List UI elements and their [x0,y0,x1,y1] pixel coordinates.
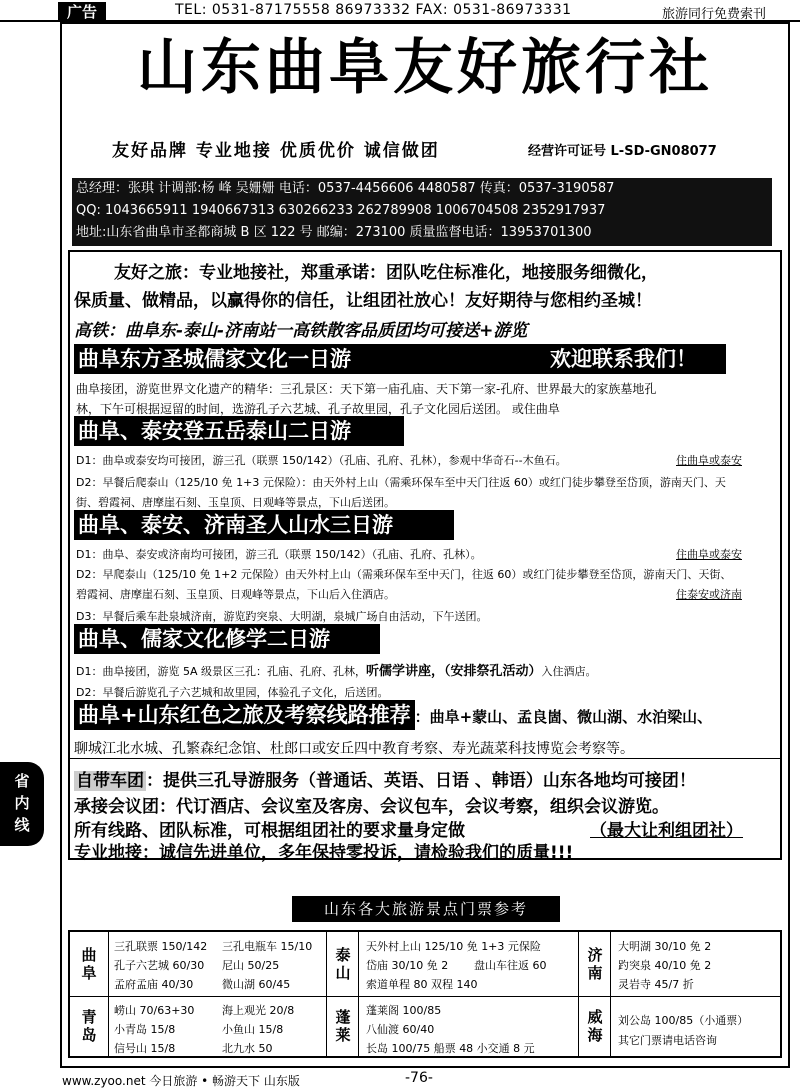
tour1-title: 曲阜东方圣城儒家文化一日游 [78,347,351,371]
tour4-title: 曲阜、儒家文化修学二日游 [74,624,380,654]
slogan: 友好品牌 专业地接 优质优价 诚信做团 [112,141,440,161]
contact-line-qq: QQ: 1043665911 1940667313 630266233 262789908 1006704508 2352917937 [76,203,606,218]
ticket-item: 崂山 70/63+30 [114,1004,195,1017]
city-taishan: 泰山 [335,946,351,982]
license-number: 经营许可证号 L-SD-GN08077 [528,144,717,159]
tour3-day1: D1：曲阜、泰安或济南均可接团，游三孔（联票 150/142）（孔庙、孔府、孔林）。 [76,548,482,561]
tour4-day1: D1：曲阜接团，游览 5A 级景区三孔：孔庙、孔府、孔林，听儒学讲座，（安排祭孔活动）入住酒店。 [76,664,597,679]
ticket-item: 刘公岛 100/85（小通票） [618,1014,749,1027]
divider [70,758,780,759]
side-tab-char: 内 [14,794,30,812]
tour1-desc-2: 林，下午可根据逗留的时间，选游孔子六艺城、孔子故里园，孔子文化园后送团。 或住曲阜 [76,402,560,416]
ticket-item: 索道单程 80 双程 140 [366,978,478,991]
ticket-item: 小青岛 15/8 [114,1023,176,1036]
intro-line-3: 高铁：曲阜东-泰山-济南站一高铁散客品质团均可接送+游览 [74,321,528,341]
contact-line-1: 总经理：张琪 计调部:杨 峰 吴姗姗 电话：0537-4456606 4480587 传真：0537-3190587 [76,181,615,196]
ad-tag: 广告 [58,2,106,22]
footer-site: www.zyoo.net 今日旅游 • 畅游天下 山东版 [62,1074,300,1088]
self-drive-label: 自带车团 [76,771,144,791]
service-line-3-note: （最大让利组团社） [590,821,743,841]
ticket-item: 信号山 15/8 [114,1042,176,1055]
side-tab-char: 省 [14,772,30,790]
city-penglai: 蓬莱 [335,1008,351,1044]
city-qingdao: 青岛 [81,1008,97,1044]
ticket-table [68,930,782,1058]
city-jinan: 济南 [587,946,603,982]
tel-fax: TEL: 0531-87175558 86973332 FAX: 0531-86973331 [175,2,572,18]
ticket-item: 长岛 100/75 船票 48 小交通 8 元 [366,1042,535,1055]
tour3-day2-cont: 碧霞祠、唐摩崖石刻、玉皇顶、日观峰等景点，下山后入住酒店。 [76,588,395,601]
ticket-item: 北九水 50 [222,1042,273,1055]
tour5-line-1 [74,700,712,730]
tour-box [68,250,782,863]
intro-line-1: 友好之旅：专业地接社，郑重承诺：团队吃住标准化，地接服务细微化， [114,263,658,283]
ticket-item: 其它门票请电话咨询 [618,1034,717,1047]
ticket-item: 大明湖 30/10 免 2 [618,940,712,953]
page-number: -76- [405,1070,433,1086]
table-row-divider [70,996,780,997]
side-tab-char: 线 [14,816,30,834]
ticket-item: 岱庙 30/10 免 2 [366,959,449,972]
tour3-day2: D2：早爬泰山（125/10 免 1+2 元保险）由天外村上山（需乘环保车至中天门，往返 60）或红门徒步攀登至岱顶，游南天门、天街、 [76,568,732,581]
ticket-item: 尼山 50/25 [222,959,280,972]
tour3-day3: D3：早餐后乘车赴泉城济南，游览趵突泉、大明湖，泉城广场自由活动，下午送团。 [76,610,488,623]
ticket-section-title: 山东各大旅游景点门票参考 [292,896,560,922]
service-line-3: 所有线路、团队标准，可根据组团社的要求量身定做 [74,821,465,841]
tour3-title: 曲阜、泰安、济南圣人山水三日游 [74,510,454,540]
service-line-1: 自带车团 ：提供三孔导游服务（普通话、英语、日语 、韩语）山东各地均可接团！ [76,771,696,791]
service-line-2: 承接会议团：代订酒店、会议室及客房、会议包车，会议考察，组织会议游览。 [74,797,669,817]
ticket-item: 孔子六艺城 60/30 [114,959,205,972]
ticket-item: 小鱼山 15/8 [222,1023,284,1036]
ticket-item: 八仙渡 60/40 [366,1023,435,1036]
ticket-item: 三孔联票 150/142 [114,940,208,953]
tour5-title: 曲阜+山东红色之旅及考察线路推荐 [74,700,415,730]
tour3-day1-stay: 住曲阜或泰安 [676,548,742,561]
tour3-day2-stay: 住泰安或济南 [676,588,742,601]
side-tab-province [0,762,44,846]
ticket-item: 微山湖 60/45 [222,978,291,991]
service-line-4: 专业地接：诚信先进单位，多年保持零投诉，请检验我们的质量!!! [74,843,574,863]
tour2-day1: D1：曲阜或泰安均可接团，游三孔（联票 150/142）（孔庙、孔府、孔林），参观中华奇石--木鱼石。 [76,454,567,467]
tour2-title: 曲阜、泰安登五岳泰山二日游 [74,416,404,446]
tour2-day1-stay: 住曲阜或泰安 [676,454,742,467]
agency-name: 山东曲阜友好旅行社 [137,33,713,103]
ticket-item: 趵突泉 40/10 免 2 [618,959,712,972]
city-weihai: 威海 [587,1008,603,1044]
tour5-destinations: ：曲阜+蒙山、孟良崮、微山湖、水泊梁山、 [414,708,713,726]
contact-block [72,178,772,246]
ticket-item: 天外村上山 125/10 免 1+3 元保险 [366,940,541,953]
intro-line-2: 保质量、做精品，以赢得你的信任，让组团社放心！友好期待与您相约圣城！ [74,291,652,311]
contact-line-address: 地址:山东省曲阜市圣都商城 B 区 122 号 邮编：273100 质量监督电话：13953701300 [76,225,592,240]
free-index-label: 旅游同行免费索刊 [662,7,767,22]
tour5-line-2: 聊城江北水城、孔繁森纪念馆、杜郎口或安丘四中教育考察、寿光蔬菜科技博览会考察等。 [74,741,634,757]
ticket-item: 海上观光 20/8 [222,1004,295,1017]
ticket-item: 孟府孟庙 40/30 [114,978,194,991]
ticket-item: 三孔电瓶车 15/10 [222,940,313,953]
ticket-item: 灵岩寺 45/7 折 [618,978,694,991]
city-qufu: 曲阜 [81,946,97,982]
ticket-item: 盘山车往返 60 [474,959,547,972]
ticket-item: 蓬莱阁 100/85 [366,1004,442,1017]
tour1-header [74,344,726,374]
tour4-day2: D2：早餐后游览孔子六艺城和故里园，体验孔子文化，后送团。 [76,686,389,699]
tour2-day2: D2：早餐后爬泰山（125/10 免 1+3 元保险）：由天外村上山（需乘环保车至中天门往返 60）或红门徒步攀登至岱顶，游南天门、天 [76,476,726,489]
tour1-desc-1: 曲阜接团，游览世界文化遗产的精华：三孔景区：天下第一庙孔庙、天下第一家-孔府、世界最大的家族墓地孔 [76,382,657,396]
tour2-day2-cont: 街、碧霞祠、唐摩崖石刻、玉皇顶、日观峰等景点，下山后送团。 [76,496,395,509]
welcome-text: 欢迎联系我们！ [550,347,697,371]
